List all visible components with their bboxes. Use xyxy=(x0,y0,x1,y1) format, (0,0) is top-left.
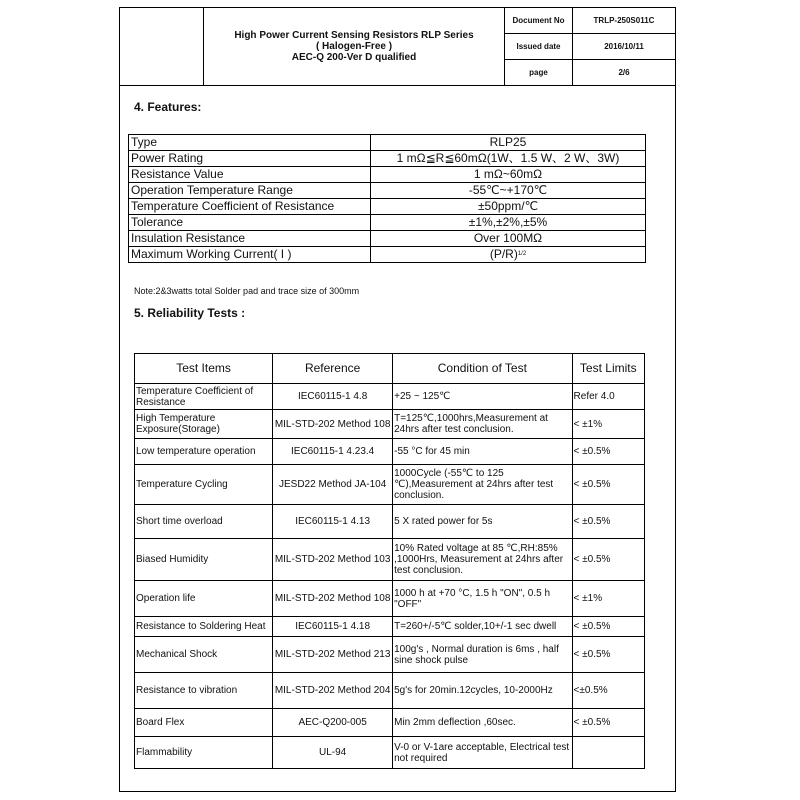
test-item: Mechanical Shock xyxy=(135,637,273,673)
test-item: Short time overload xyxy=(135,505,273,539)
test-item: Low temperature operation xyxy=(135,439,273,465)
table-row xyxy=(129,247,646,263)
test-item: Resistance to vibration xyxy=(135,673,273,709)
test-limit: < ±0.5% xyxy=(572,465,644,505)
test-condition: 1000Cycle (-55℃ to 125 ℃),Measurement at 24hrs after test conclusion. xyxy=(393,465,572,505)
meta-value: 2016/10/11 xyxy=(604,42,644,51)
test-item: Flammability xyxy=(135,737,273,769)
feature-value: (P/R) xyxy=(489,247,518,261)
test-item: Temperature Coefficient of Resistance xyxy=(135,384,273,410)
meta-value: 2/6 xyxy=(618,68,630,77)
table-row xyxy=(129,215,646,231)
feature-key: Tolerance xyxy=(129,215,371,231)
feature-key: Maximum Working Current( I ) xyxy=(129,247,371,263)
test-limit: < ±0.5% xyxy=(572,709,644,737)
table-row xyxy=(129,135,646,151)
test-item: Operation life xyxy=(135,581,273,617)
test-limit: < ±1% xyxy=(572,581,644,617)
test-limit: < ±0.5% xyxy=(572,505,644,539)
test-item: Resistance to Soldering Heat xyxy=(135,617,273,637)
feature-key: Power Rating xyxy=(129,151,371,167)
document-title xyxy=(204,8,505,85)
test-reference: IEC60115-1 4.8 xyxy=(273,384,393,410)
table-row xyxy=(135,673,645,709)
feature-value: 1 mΩ≦R≦60mΩ(1W、1.5 W、2 W、3W) xyxy=(371,151,646,167)
features-note: Note:2&3watts total Solder pad and trace size of 300mm xyxy=(134,286,360,296)
table-row xyxy=(135,637,645,673)
feature-key: Operation Temperature Range xyxy=(129,183,371,199)
table-row xyxy=(129,231,646,247)
column-header-reference: Reference xyxy=(273,354,393,384)
table-row xyxy=(129,199,646,215)
test-reference: AEC-Q200-005 xyxy=(273,709,393,737)
features-heading: 4. Features: xyxy=(134,100,202,114)
meta-label: Document No xyxy=(505,8,573,33)
meta-row-document-no xyxy=(505,8,675,34)
test-limit: <±0.5% xyxy=(572,673,644,709)
feature-value: 1 mΩ~60mΩ xyxy=(371,167,646,183)
table-row xyxy=(135,709,645,737)
test-condition: -55 °C for 45 min xyxy=(393,439,572,465)
table-row xyxy=(129,151,646,167)
table-row xyxy=(135,737,645,769)
feature-key: Insulation Resistance xyxy=(129,231,371,247)
test-condition: T=125℃,1000hrs,Measurement at 24hrs after test conclusion. xyxy=(393,410,572,439)
test-limit: < ±0.5% xyxy=(572,439,644,465)
table-row xyxy=(135,581,645,617)
feature-value-exponent: 1/2 xyxy=(517,251,527,257)
test-condition: Min 2mm deflection ,60sec. xyxy=(393,709,572,737)
reliability-heading: 5. Reliability Tests : xyxy=(134,306,246,320)
test-limit: < ±0.5% xyxy=(572,617,644,637)
test-reference: IEC60115-1 4.23.4 xyxy=(273,439,393,465)
table-row xyxy=(135,617,645,637)
title-line-2: ( Halogen-Free ) xyxy=(315,41,393,52)
table-header-row xyxy=(135,354,645,384)
column-header-condition: Condition of Test xyxy=(393,354,572,384)
feature-key: Type xyxy=(129,135,371,151)
test-condition: V-0 or V-1are acceptable, Electrical test not required xyxy=(393,737,572,769)
table-row xyxy=(135,439,645,465)
test-reference: MIL-STD-202 Method 103 xyxy=(273,539,393,581)
test-condition: 100g's , Normal duration is 6ms , half sine shock pulse xyxy=(393,637,572,673)
test-condition: T=260+/-5℃ solder,10+/-1 sec dwell xyxy=(393,617,572,637)
feature-value-cell xyxy=(371,247,646,263)
logo-cell xyxy=(120,8,204,85)
document-page xyxy=(119,7,676,792)
test-condition: 10% Rated voltage at 85 ℃,RH:85% ,1000Hrs, Measurement at 24hrs after test conclusion. xyxy=(393,539,572,581)
test-limit: Refer 4.0 xyxy=(572,384,644,410)
table-row xyxy=(135,410,645,439)
test-condition: 1000 h at +70 °C, 1.5 h "ON", 0.5 h "OFF" xyxy=(393,581,572,617)
table-row xyxy=(135,539,645,581)
reliability-table xyxy=(134,353,645,769)
test-item: Board Flex xyxy=(135,709,273,737)
meta-row-page xyxy=(505,60,675,85)
test-item: Biased Humidity xyxy=(135,539,273,581)
test-limit: < ±1% xyxy=(572,410,644,439)
test-reference: JESD22 Method JA-104 xyxy=(273,465,393,505)
test-reference: MIL-STD-202 Method 213 xyxy=(273,637,393,673)
test-reference: MIL-STD-202 Method 108 xyxy=(273,581,393,617)
test-condition: +25 ~ 125℃ xyxy=(393,384,572,410)
feature-value: Over 100MΩ xyxy=(371,231,646,247)
table-row xyxy=(129,183,646,199)
feature-value: RLP25 xyxy=(371,135,646,151)
feature-value: ±50ppm/℃ xyxy=(371,199,646,215)
test-item: High Temperature Exposure(Storage) xyxy=(135,410,273,439)
title-line-1: High Power Current Sensing Resistors RLP Series xyxy=(234,30,474,41)
feature-key: Resistance Value xyxy=(129,167,371,183)
test-reference: UL-94 xyxy=(273,737,393,769)
table-row xyxy=(135,384,645,410)
table-row xyxy=(135,465,645,505)
test-condition: 5g's for 20min.12cycles, 10-2000Hz xyxy=(393,673,572,709)
meta-label: page xyxy=(505,60,573,85)
meta-row-issued-date xyxy=(505,34,675,60)
column-header-limits: Test Limits xyxy=(572,354,644,384)
test-limit: < ±0.5% xyxy=(572,539,644,581)
test-item: Temperature Cycling xyxy=(135,465,273,505)
feature-key: Temperature Coefficient of Resistance xyxy=(129,199,371,215)
test-reference: IEC60115-1 4.13 xyxy=(273,505,393,539)
title-line-3: AEC-Q 200-Ver D qualified xyxy=(291,52,417,63)
test-reference: MIL-STD-202 Method 108 xyxy=(273,410,393,439)
table-row xyxy=(135,505,645,539)
test-condition: 5 X rated power for 5s xyxy=(393,505,572,539)
document-header xyxy=(120,8,675,86)
test-limit: < ±0.5% xyxy=(572,637,644,673)
test-limit xyxy=(572,737,644,769)
meta-label: Issued date xyxy=(505,34,573,59)
feature-value: ±1%,±2%,±5% xyxy=(371,215,646,231)
meta-value: TRLP-250S011C xyxy=(593,16,655,25)
table-row xyxy=(129,167,646,183)
document-meta xyxy=(505,8,675,85)
features-table xyxy=(128,134,646,263)
test-reference: MIL-STD-202 Method 204 xyxy=(273,673,393,709)
column-header-test-items: Test Items xyxy=(135,354,273,384)
feature-value: -55℃~+170℃ xyxy=(371,183,646,199)
test-reference: IEC60115-1 4.18 xyxy=(273,617,393,637)
